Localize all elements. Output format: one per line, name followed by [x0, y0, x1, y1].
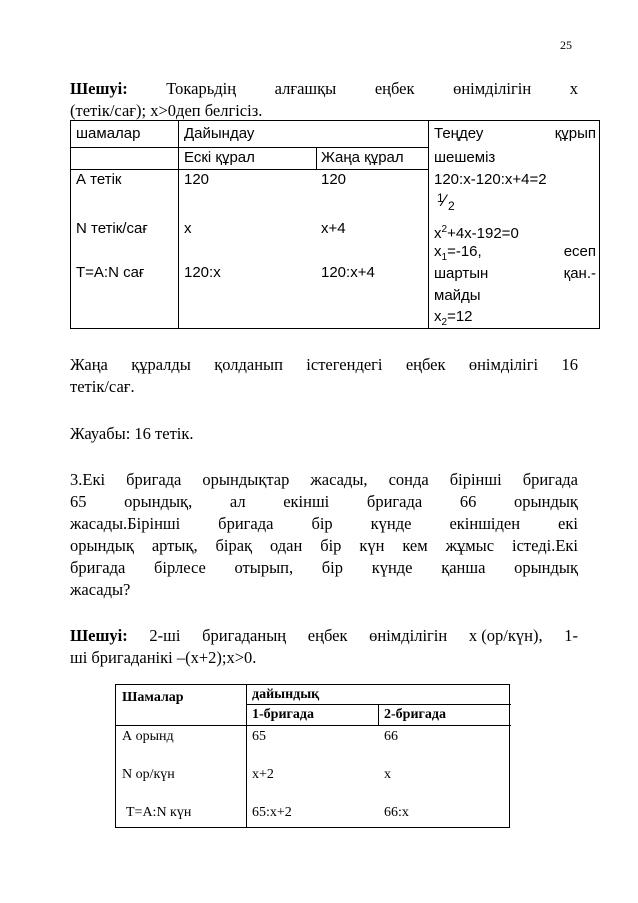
solution1-line1: [70, 79, 578, 99]
row-label: А орынд: [122, 729, 174, 744]
row-old: x: [184, 220, 192, 237]
header-preparation: Дайындау: [184, 125, 255, 142]
row-label: T=A:N күн: [126, 805, 192, 820]
row-b2: 66: [384, 729, 398, 744]
quantities-table-1: [70, 120, 600, 329]
row-new: 120:x+4: [321, 264, 375, 281]
answer: Жауабы: 16 тетік.: [70, 424, 194, 443]
subheader-old-tool: Ескі құрал: [184, 149, 255, 166]
equation-line: майды: [434, 287, 481, 304]
solution2-line2: ші бригаданікі –(х+2);х>0.: [70, 648, 257, 667]
paragraph1-line1: Жаңа құралды қолданып істегендегі еңбек өнімділігі 16: [70, 355, 578, 374]
problem3-line6: жасады?: [70, 580, 131, 599]
row-label: N ор/күн: [122, 767, 175, 782]
quantities-table-2: [115, 684, 510, 828]
subheader-brigade-2: 2-бригада: [384, 707, 446, 722]
equation-line: шартын қан.-: [434, 265, 596, 282]
row-b2: x: [384, 767, 391, 782]
paragraph1-line2: тетік/сағ.: [70, 377, 135, 396]
row-label: N тетік/сағ: [76, 220, 148, 237]
row-old: 120:x: [184, 264, 221, 281]
problem3-line2: 65 орындық, ал екінші бригада 66 орындық: [70, 492, 578, 511]
word: құрып: [554, 125, 596, 142]
equation-line: $x^2+4x-192=0$: [434, 224, 519, 242]
row-label: T=A:N сағ: [76, 264, 145, 281]
header-preparation: дайындық: [252, 687, 320, 702]
problem3-line5: бригада бірлесе отырып, бір күнде қанша орындық: [70, 558, 578, 577]
word: еңбек: [374, 79, 415, 98]
row-b1: 65:x+2: [252, 805, 292, 820]
header-quantities: Шамалар: [122, 690, 184, 705]
problem3-line1: 3.Екі бригада орындықтар жасады, сонда бірінші бригада: [70, 470, 578, 489]
fraction-denominator: 2: [448, 199, 455, 213]
row-b1: x+2: [252, 767, 274, 782]
fraction-one-half: 1 ⁄ 2: [437, 191, 455, 213]
word: Токарьдің: [166, 79, 237, 98]
equation-line: $x_1=-16$, есеп: [434, 243, 596, 263]
word: алғашқы: [274, 79, 337, 98]
solution1-line2: (тетік/сағ); х>0деп белгісіз.: [70, 101, 263, 120]
solution1-label: Шешуі:: [70, 79, 128, 98]
header-equation: [434, 125, 596, 143]
row-b1: 65: [252, 729, 266, 744]
subheader-brigade-1: 1-бригада: [252, 707, 314, 722]
solution2-line1: Шешуі: 2-ші бригаданың еңбек өнімділігін х (ор/күн), 1-: [70, 626, 578, 645]
row-new: x+4: [321, 220, 346, 237]
equation-line: $x_2=12$: [434, 308, 473, 328]
row-b2: 66:x: [384, 805, 409, 820]
solution2-label: Шешуі:: [70, 626, 128, 645]
equation-line: 120:x-120:x+4=2: [434, 171, 547, 188]
subheader-new-tool: Жаңа құрал: [321, 149, 404, 166]
word: өнімділігін: [453, 79, 532, 98]
page-number: 25: [560, 38, 572, 52]
problem3-line3: жасады.Бірінші бригада бір күнде екіншіден екі: [70, 514, 578, 533]
word: х: [569, 79, 578, 98]
fraction-numerator: 1: [437, 191, 444, 205]
word: Теңдеу: [434, 125, 484, 142]
header-quantities: шамалар: [76, 125, 141, 142]
row-old: 120: [184, 171, 210, 188]
problem3-line4: орындық артық, бірақ одан бір күн кем жұмыс істеді.Екі: [70, 536, 578, 555]
row-new: 120: [321, 171, 347, 188]
row-label: А тетік: [76, 171, 122, 188]
header-equation-line2: шешеміз: [434, 149, 496, 166]
